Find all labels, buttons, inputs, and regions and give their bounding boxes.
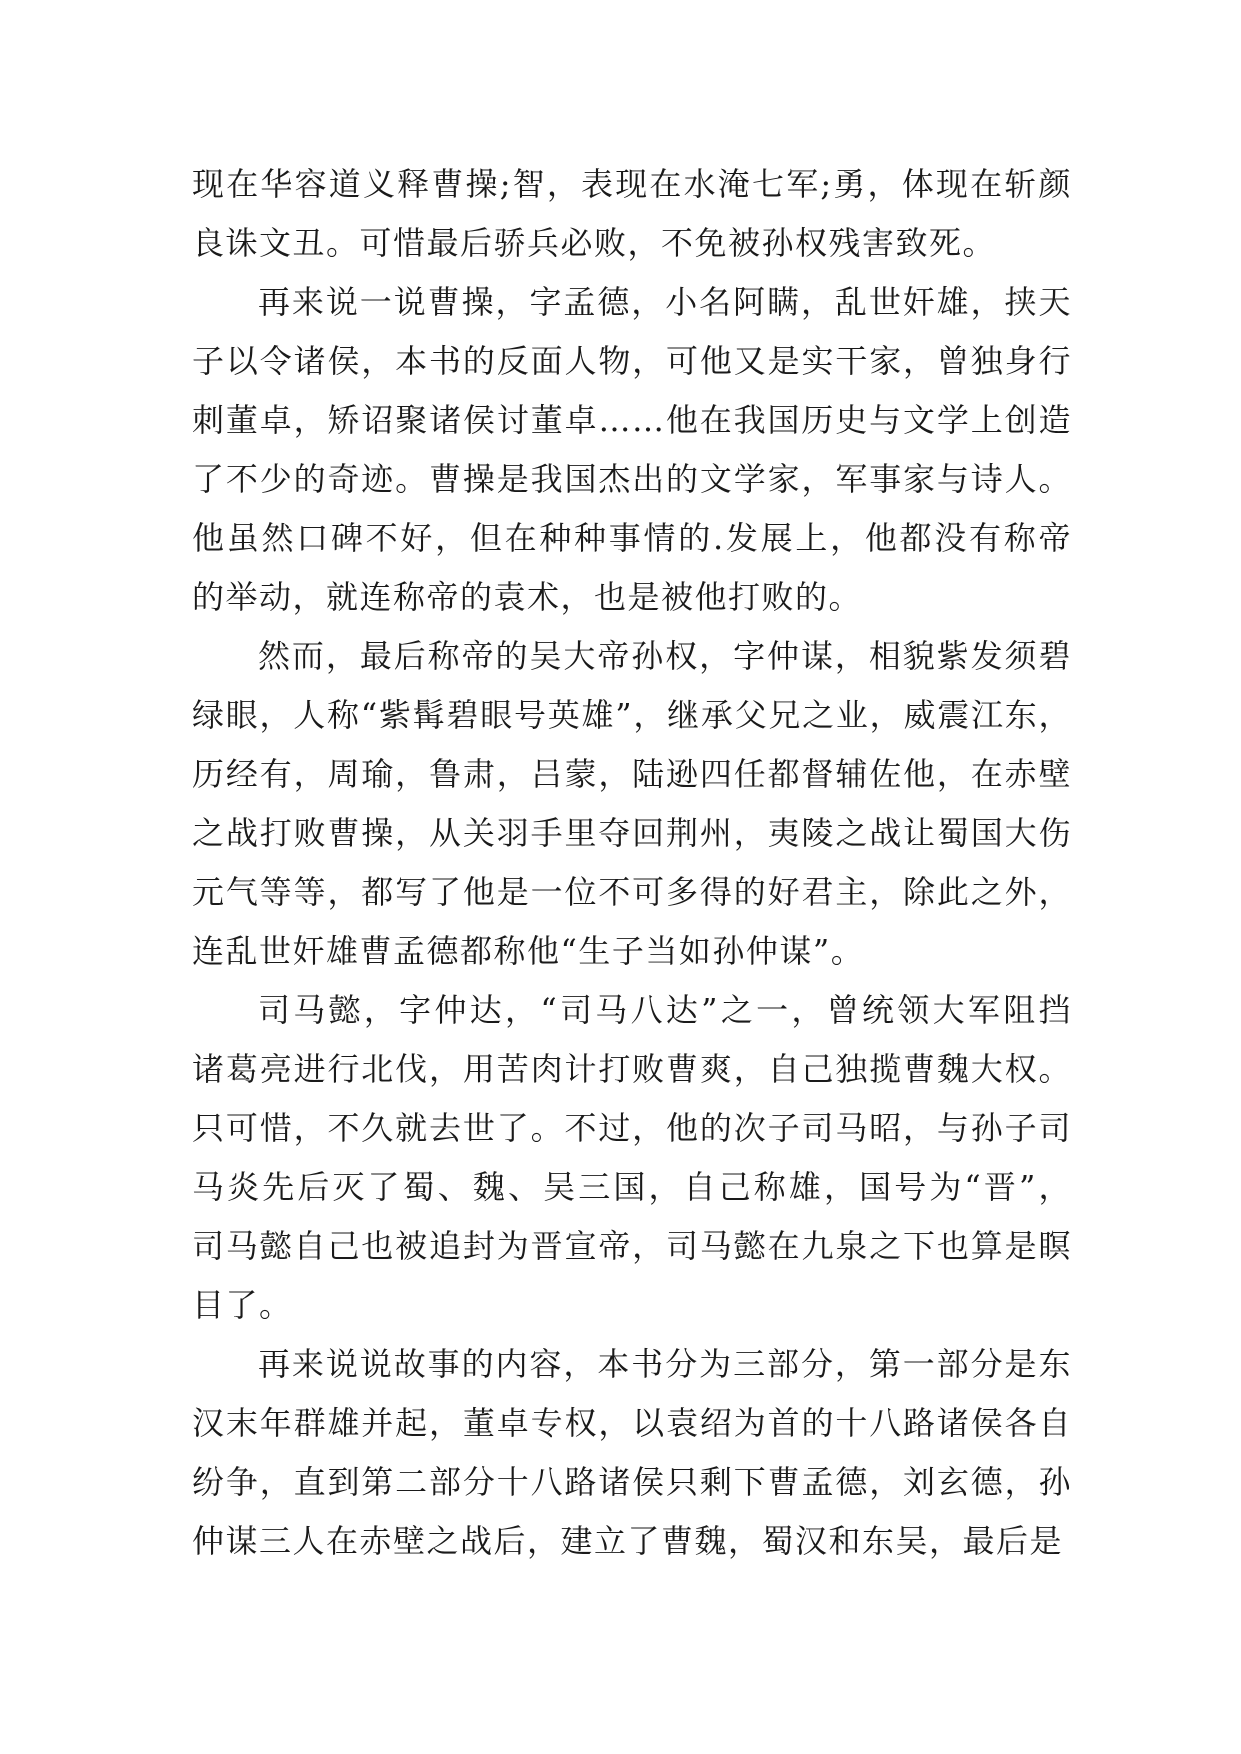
paragraph	[192, 981, 1072, 1335]
text-line: 司马懿自己也被追封为晋宣帝，司马懿在九泉之下也算是瞑	[192, 1227, 1072, 1265]
text-line: 他虽然口碑不好，但在种种事情的.发展上，他都没有称帝	[192, 519, 1072, 557]
text-line: 绿眼，人称“紫髯碧眼号英雄”，继承父兄之业，威震江东，	[192, 696, 1072, 734]
text-line: 然而，最后称帝的吴大帝孙权，字仲谋，相貌紫发须碧	[258, 637, 1072, 675]
text-line: 良诛文丑。可惜最后骄兵必败，不免被孙权残害致死。	[192, 224, 997, 262]
text-line: 元气等等，都写了他是一位不可多得的好君主，除此之外，	[192, 873, 1072, 911]
text-line: 汉末年群雄并起，董卓专权，以袁绍为首的十八路诸侯各自	[192, 1404, 1072, 1442]
text-line: 再来说说故事的内容，本书分为三部分，第一部分是东	[258, 1345, 1072, 1383]
text-line: 只可惜，不久就去世了。不过，他的次子司马昭，与孙子司	[192, 1109, 1072, 1147]
text-line: 纷争，直到第二部分十八路诸侯只剩下曹孟德，刘玄德，孙	[192, 1463, 1072, 1501]
text-line: 仲谋三人在赤壁之战后，建立了曹魏，蜀汉和东吴，最后是	[192, 1522, 1064, 1560]
text-line: 子以令诸侯，本书的反面人物，可他又是实干家，曾独身行	[192, 342, 1072, 380]
text-line: 了不少的奇迹。曹操是我国杰出的文学家，军事家与诗人。	[192, 460, 1072, 498]
document-body	[192, 155, 1072, 1571]
paragraph	[192, 273, 1072, 627]
text-line: 连乱世奸雄曹孟德都称他“生子当如孙仲谋”。	[192, 932, 865, 970]
text-line: 目了。	[192, 1286, 293, 1324]
text-line: 马炎先后灭了蜀、魏、吴三国，自己称雄，国号为“晋”，	[192, 1168, 1072, 1206]
text-line: 现在华容道义释曹操;智，表现在水淹七军;勇，体现在斩颜	[192, 165, 1072, 203]
text-line: 历经有，周瑜，鲁肃，吕蒙，陆逊四任都督辅佐他，在赤壁	[192, 755, 1072, 793]
text-line: 再来说一说曹操，字孟德，小名阿瞒，乱世奸雄，挟天	[258, 283, 1072, 321]
text-line: 诸葛亮进行北伐，用苦肉计打败曹爽，自己独揽曹魏大权。	[192, 1050, 1072, 1088]
text-line: 之战打败曹操，从关羽手里夺回荆州，夷陵之战让蜀国大伤	[192, 814, 1072, 852]
paragraph	[192, 155, 1072, 273]
paragraph	[192, 1335, 1072, 1571]
text-line: 的举动，就连称帝的袁术，也是被他打败的。	[192, 578, 863, 616]
paragraph	[192, 627, 1072, 981]
text-line: 刺董卓，矫诏聚诸侯讨董卓……他在我国历史与文学上创造	[192, 401, 1072, 439]
text-line: 司马懿，字仲达，“司马八达”之一，曾统领大军阻挡	[258, 991, 1072, 1029]
